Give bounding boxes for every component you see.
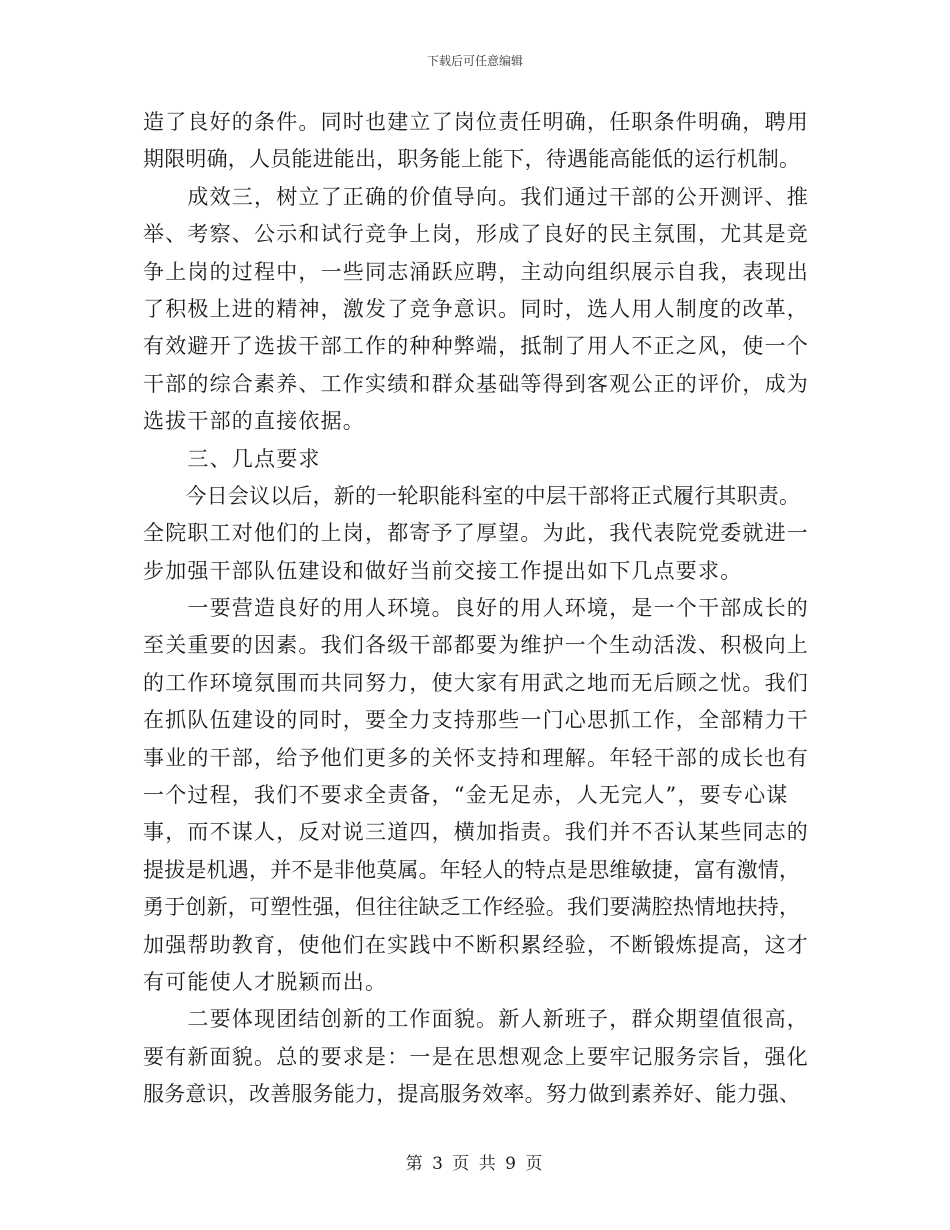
body-line: 服务意识，改善服务能力，提高服务效率。努力做到素养好、能力强、 [143,1082,801,1107]
page-footer: 第 3 页 共 9 页 [405,1154,545,1174]
body-line: 有可能使人才脱颖而出。 [143,969,388,994]
body-line: 举、考察、公示和试行竞争上岗，形成了良好的民主氛围，尤其是竞 [143,222,809,247]
body-line: 至关重要的因素。我们各级干部都要为维护一个生动活泼、积极向上 [143,633,809,658]
body-line: 选拔干部的直接依据。 [143,409,365,434]
body-line: 造了良好的条件。同时也建立了岗位责任明确，任职条件明确，聘用 [143,110,809,134]
body-line: 一要营造良好的用人环境。良好的用人环境，是一个干部成长的 [143,596,809,621]
section-heading: 三、几点要求 [143,446,321,471]
document-body [143,104,823,1114]
body-line: 今日会议以后，新的一轮职能科室的中层干部将正式履行其职责。 [143,483,801,508]
body-line: 事业的干部，给予他们更多的关怀支持和理解。年轻干部的成长也有 [143,745,809,770]
body-line: 事，而不谋人，反对说三道四，横加指责。我们并不否认某些同志的 [143,820,809,845]
body-line: 全院职工对他们的上岗，都寄予了厚望。为此，我代表院党委就进一 [143,521,809,546]
body-line: 提拔是机遇，并不是非他莫属。年轻人的特点是思维敏捷，富有激情， [143,857,801,882]
body-line: 在抓队伍建设的同时，要全力支持那些一门心思抓工作，全部精力干 [143,708,809,733]
body-line: 一个过程，我们不要求全责备，“金无足赤，人无完人”，要专心谋 [143,783,789,808]
body-line: 勇于创新，可塑性强，但往往缺乏工作经验。我们要满腔热情地扶持， [143,895,801,920]
body-line: 了积极上进的精神，激发了竞争意识。同时，选人用人制度的改革， [143,296,809,321]
body-line: 二要体现团结创新的工作面貌。新人新班子，群众期望值很高， [143,1007,809,1032]
body-line: 有效避开了选拔干部工作的种种弊端，抵制了用人不正之风，使一个 [143,334,809,359]
body-line: 争上岗的过程中，一些同志涌跃应聘，主动向组织展示自我，表现出 [143,259,809,284]
body-line: 期限明确，人员能进能出，职务能上能下，待遇能高能低的运行机制。 [143,147,801,172]
body-line: 要有新面貌。总的要求是：一是在思想观念上要牢记服务宗旨，强化 [143,1044,809,1069]
body-line: 成效三，树立了正确的价值导向。我们通过干部的公开测评、推 [143,184,809,209]
page-header: 下载后可任意编辑 [426,54,523,68]
body-line: 的工作环境氛围而共同努力，使大家有用武之地而无后顾之忧。我们 [143,670,809,695]
body-line: 干部的综合素养、工作实绩和群众基础等得到客观公正的评价，成为 [143,371,809,396]
body-line: 步加强干部队伍建设和做好当前交接工作提出如下几点要求。 [143,558,743,583]
body-line: 加强帮助教育，使他们在实践中不断积累经验，不断锻炼提高，这才 [143,932,809,957]
